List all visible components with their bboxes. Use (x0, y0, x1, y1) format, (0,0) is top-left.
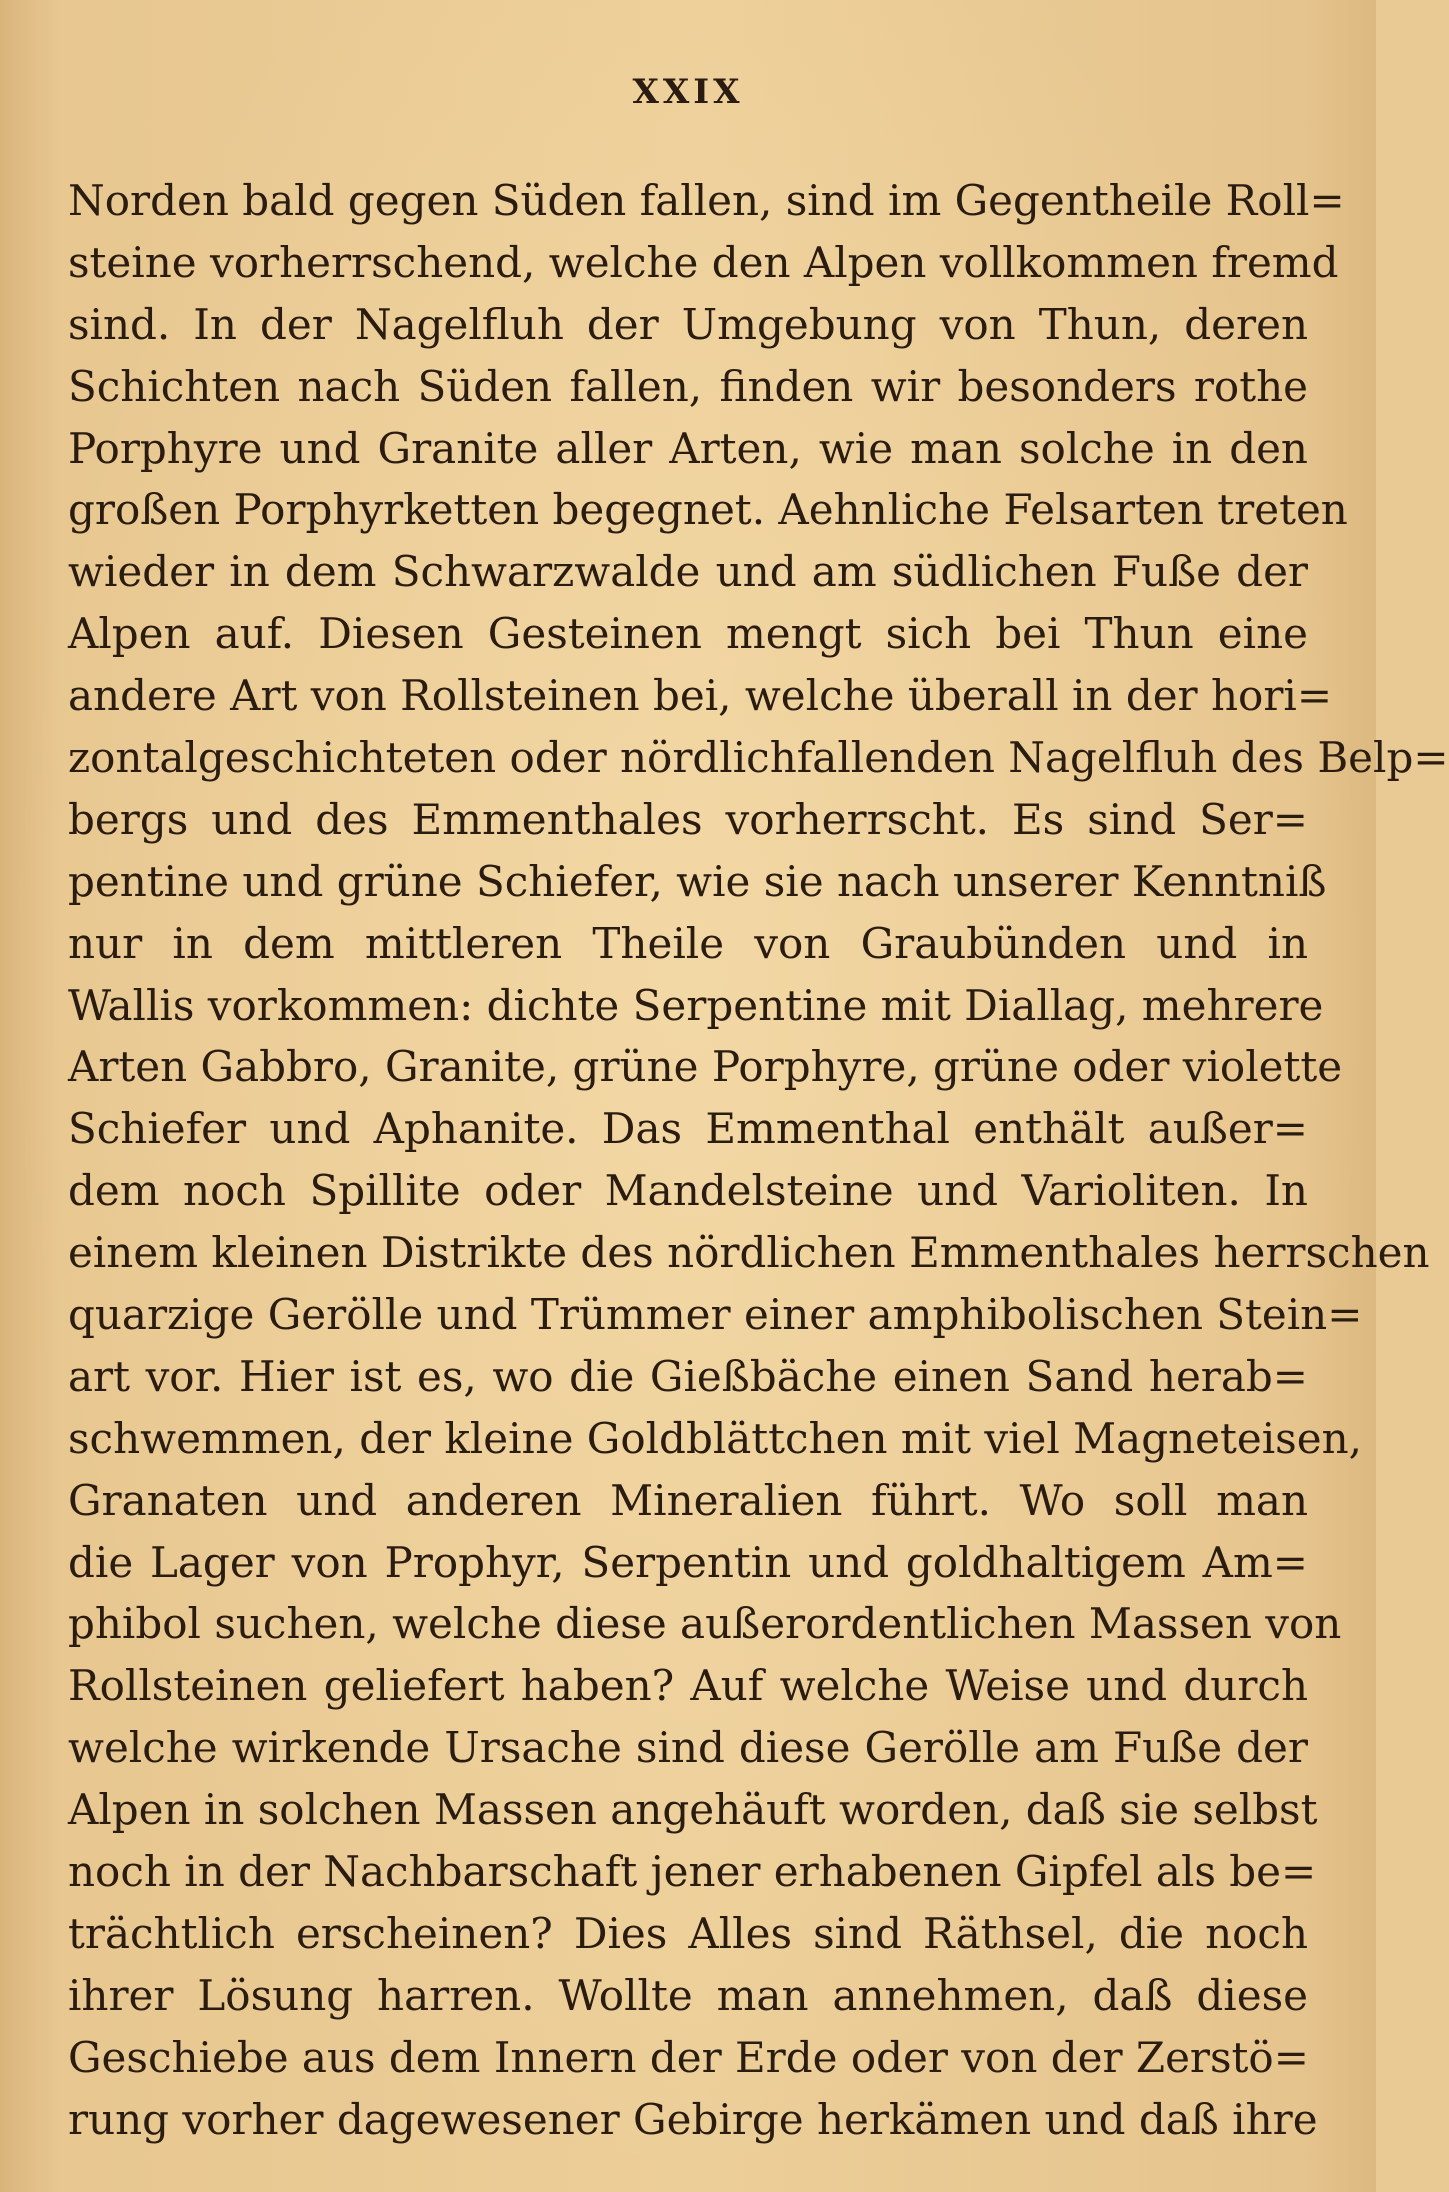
text-line: Porphyre und Granite aller Arten, wie man solche in den (68, 423, 1308, 473)
text-line: steine vorherrschend, welche den Alpen vollkommen fremd (68, 237, 1339, 287)
text-line: Rollsteinen geliefert haben? Auf welche Weise und durch (68, 1661, 1308, 1711)
text-line: zontalgeschichteten oder nördlichfallenden Nagelfluh des Belp= (68, 733, 1449, 783)
text-line: ihrer Lösung harren. Wollte man annehmen, daß diese (68, 1970, 1308, 2020)
text-line: die Lager von Prophyr, Serpentin und goldhaltigem Am= (68, 1537, 1308, 1587)
text-line: einem kleinen Distrikte des nördlichen Emmenthales herrschen (68, 1228, 1430, 1278)
text-line: andere Art von Rollsteinen bei, welche überall in der hori= (68, 671, 1333, 721)
text-line: Norden bald gegen Süden fallen, sind im Gegentheile Roll= (68, 176, 1345, 225)
text-line: trächtlich erscheinen? Dies Alles sind Räthsel, die noch (68, 1908, 1308, 1958)
text-line: dem noch Spillite oder Mandelsteine und Varioliten. In (68, 1166, 1308, 1216)
text-line: wieder in dem Schwarzwalde und am südlichen Fuße der (68, 547, 1308, 597)
text-line: rung vorher dagewesener Gebirge herkämen und daß ihre (68, 2094, 1318, 2144)
text-line: welche wirkende Ursache sind diese Gerölle am Fuße der (68, 1723, 1308, 1773)
text-line: noch in der Nachbarschaft jener erhabenen Gipfel als be= (68, 1847, 1317, 1897)
text-line: nur in dem mittleren Theile von Graubünden und in (68, 918, 1308, 968)
text-line: Granaten und anderen Mineralien führt. Wo soll man (68, 1475, 1308, 1525)
text-line: Arten Gabbro, Granite, grüne Porphyre, grüne oder violette (68, 1042, 1343, 1092)
text-line: bergs und des Emmenthales vorherrscht. Es sind Ser= (68, 794, 1308, 844)
text-line: art vor. Hier ist es, wo die Gießbäche einen Sand herab= (68, 1351, 1308, 1401)
text-line: sind. In der Nagelfluh der Umgebung von Thun, deren (68, 299, 1308, 349)
text-line: Geschiebe aus dem Innern der Erde oder von der Zerstö= (68, 2032, 1309, 2082)
text-line: quarzige Gerölle und Trümmer einer amphibolischen Stein= (68, 1290, 1363, 1340)
text-line: Schichten nach Süden fallen, finden wir besonders rothe (68, 361, 1308, 411)
text-line: Alpen auf. Diesen Gesteinen mengt sich bei Thun eine (68, 609, 1308, 659)
text-line: Schiefer und Aphanite. Das Emmenthal enthält außer= (68, 1104, 1308, 1154)
text-line: schwemmen, der kleine Goldblättchen mit viel Magneteisen, (68, 1413, 1362, 1463)
text-line: pentine und grüne Schiefer, wie sie nach unserer Kenntniß (68, 856, 1327, 906)
text-line: Wallis vorkommen: dichte Serpentine mit Diallag, mehrere (68, 980, 1324, 1030)
page-number: XXIX (632, 72, 744, 112)
text-line: Alpen in solchen Massen angehäuft worden, daß sie selbst (68, 1785, 1318, 1835)
text-line: großen Porphyrketten begegnet. Aehnliche Felsarten treten (68, 485, 1348, 535)
body-text (68, 170, 1449, 2151)
text-line: phibol suchen, welche diese außerordentlichen Massen von (68, 1599, 1342, 1649)
